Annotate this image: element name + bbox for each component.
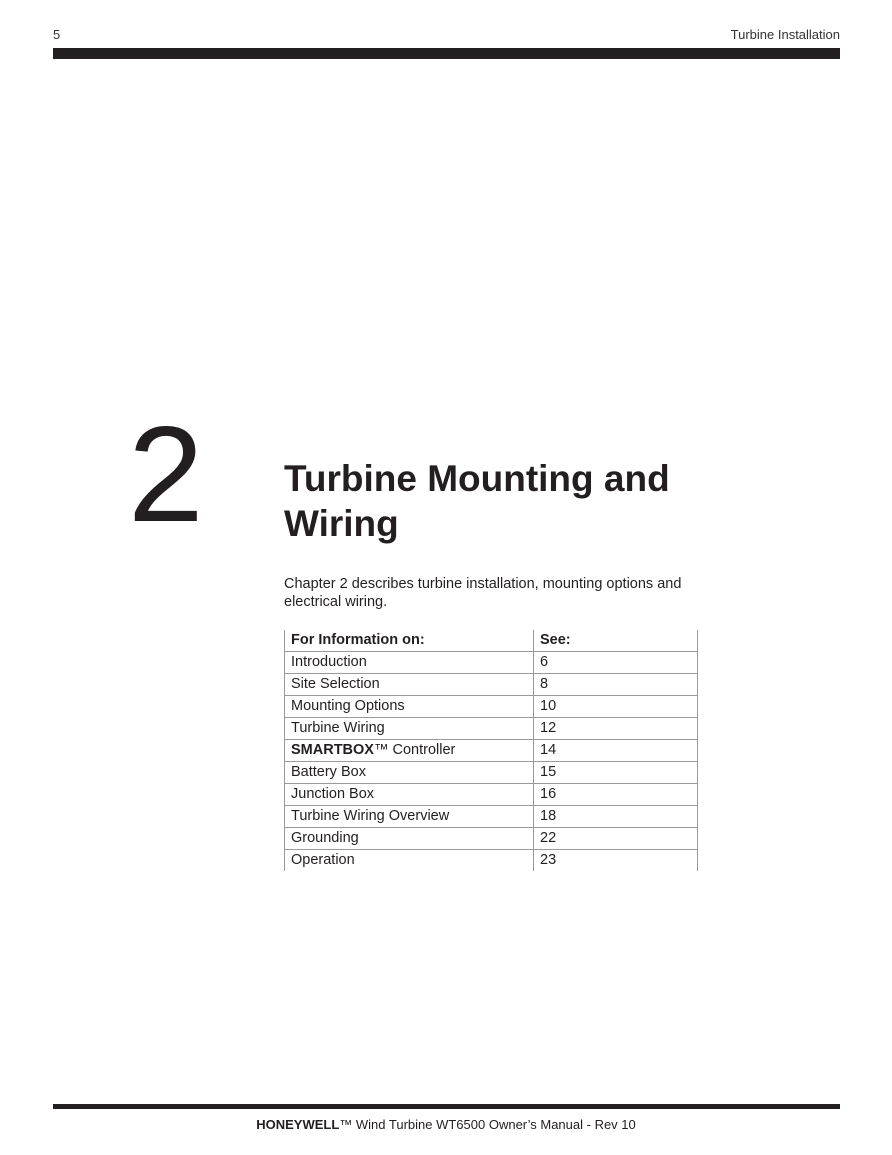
page-cell: 16 bbox=[534, 784, 698, 806]
table-row bbox=[285, 696, 698, 718]
chapter-contents-table bbox=[284, 630, 698, 871]
page-cell: 14 bbox=[534, 740, 698, 762]
topic-cell: Grounding bbox=[285, 828, 534, 850]
table-row bbox=[285, 806, 698, 828]
topic-cell: Site Selection bbox=[285, 674, 534, 696]
column-header-topic: For Information on: bbox=[285, 630, 534, 652]
footer-brand: HONEYWELL bbox=[256, 1117, 340, 1132]
table-header-row bbox=[285, 630, 698, 652]
topic-cell: Battery Box bbox=[285, 762, 534, 784]
table-row bbox=[285, 652, 698, 674]
footer bbox=[0, 1117, 892, 1132]
footer-rule bbox=[53, 1104, 840, 1109]
table-row bbox=[285, 740, 698, 762]
page-cell: 12 bbox=[534, 718, 698, 740]
page-cell: 22 bbox=[534, 828, 698, 850]
topic-cell: Mounting Options bbox=[285, 696, 534, 718]
chapter-intro: Chapter 2 describes turbine installation, mounting options and electrical wiring. bbox=[284, 576, 682, 610]
page-cell: 10 bbox=[534, 696, 698, 718]
topic-cell: Junction Box bbox=[285, 784, 534, 806]
topic-cell: Introduction bbox=[285, 652, 534, 674]
page-cell: 23 bbox=[534, 850, 698, 872]
table-row bbox=[285, 718, 698, 740]
column-header-page: See: bbox=[534, 630, 698, 652]
topic-cell: Turbine Wiring Overview bbox=[285, 806, 534, 828]
smartbox-brand: SMARTBOX bbox=[291, 742, 374, 758]
header-rule bbox=[53, 48, 840, 59]
page-cell: 8 bbox=[534, 674, 698, 696]
table-row bbox=[285, 674, 698, 696]
topic-suffix: ™ Controller bbox=[373, 742, 456, 758]
topic-cell bbox=[285, 740, 534, 762]
page-cell: 15 bbox=[534, 762, 698, 784]
page-cell: 18 bbox=[534, 806, 698, 828]
chapter-title: Turbine Mounting and Wiring bbox=[284, 458, 670, 544]
page-cell: 6 bbox=[534, 652, 698, 674]
page-number: 5 bbox=[53, 27, 61, 42]
table-row bbox=[285, 784, 698, 806]
table-row bbox=[285, 850, 698, 872]
topic-cell: Operation bbox=[285, 850, 534, 872]
footer-manual-title: ™ Wind Turbine WT6500 Owner’s Manual - Rev 10 bbox=[339, 1117, 636, 1132]
table-row bbox=[285, 762, 698, 784]
running-header: Turbine Installation bbox=[730, 27, 840, 42]
chapter-number: 2 bbox=[128, 398, 204, 550]
table-row bbox=[285, 828, 698, 850]
topic-cell: Turbine Wiring bbox=[285, 718, 534, 740]
